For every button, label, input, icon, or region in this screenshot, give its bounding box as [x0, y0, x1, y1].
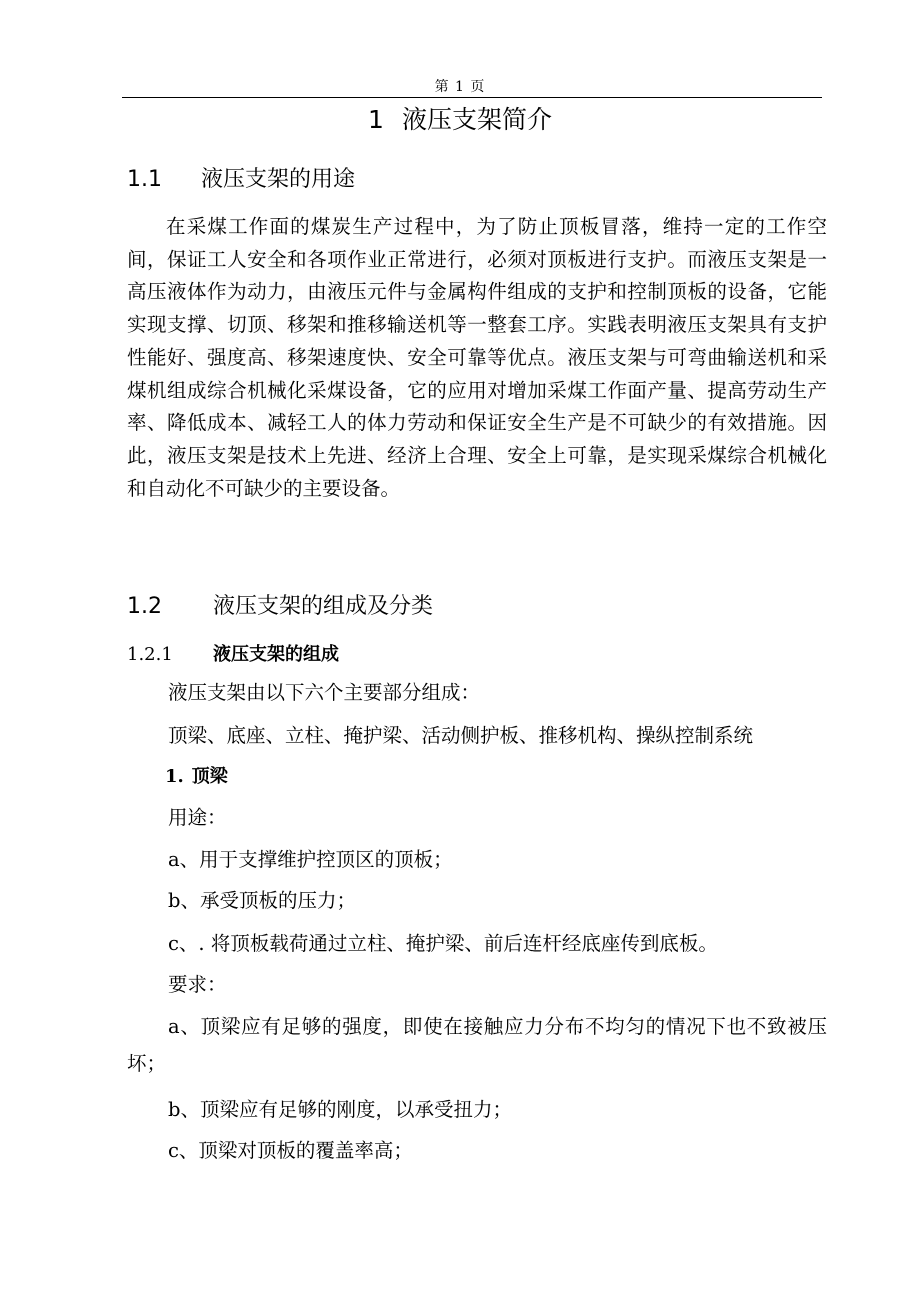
usage-item-b: b、承受顶板的压力；	[168, 889, 356, 912]
page-header: 第 1 页	[434, 79, 486, 95]
section-number: 1.1	[127, 167, 162, 192]
requirement-b: b、顶梁应有足够的刚度，以承受扭力；	[168, 1098, 512, 1121]
chapter-number: 1	[368, 105, 384, 134]
subsection-number: 1.2.1	[127, 644, 173, 665]
chapter-title-text: 液压支架简介	[401, 105, 552, 134]
subsection-title: 液压支架的组成	[213, 644, 339, 665]
item-title: 顶梁	[191, 766, 228, 787]
composition-intro: 液压支架由以下六个主要部分组成：	[168, 681, 481, 704]
chapter-title	[0, 103, 920, 137]
section-title: 液压支架的组成及分类	[213, 594, 434, 619]
requirement-label: 要求：	[168, 973, 227, 996]
section-title: 液压支架的用途	[201, 167, 356, 192]
usage-item-c: c、. 将顶板载荷通过立柱、掩护梁、前后连杆经底座传到底板。	[168, 932, 718, 955]
header-rule	[122, 97, 822, 98]
subsection-heading-1-2-1	[127, 642, 339, 668]
item-number: 1.	[165, 766, 184, 787]
item-heading-top-beam	[165, 763, 228, 791]
section-heading-1-1	[127, 165, 355, 195]
composition-parts: 顶梁、底座、立柱、掩护梁、活动侧护板、推移机构、操纵控制系统	[168, 724, 754, 747]
section-number: 1.2	[127, 594, 162, 619]
requirement-c: c、顶梁对顶板的覆盖率高；	[168, 1139, 413, 1162]
usage-item-a: a、用于支撑维护控顶区的顶板；	[168, 848, 453, 871]
purpose-paragraph: 在采煤工作面的煤炭生产过程中，为了防止顶板冒落，维持一定的工作空间，保证工人安全和各项作业正常进行，必须对顶板进行支护。而液压支架是一高压液体作为动力，由液压元件与金属构件组成的支护和控制顶板的设备，它能实现支撑、切顶、移架和推移输送机等一整套工序。实践表明液压支架具有支护性能好、强度高、移架速度快、安全可靠等优点。液压支架与可弯曲输送机和采煤机组成综合机械化采煤设备，它的应用对增加采煤工作面产量、提高劳动生产率、降低成本、减轻工人的体力劳动和保证安全生产是不可缺少的有效措施。因此，液压支架是技术上先进、经济上合理、安全上可靠，是实现采煤综合机械化和自动化不可缺少的主要设备。	[127, 215, 827, 500]
usage-label: 用途：	[168, 806, 227, 829]
requirement-a: a、顶梁应有足够的强度，即使在接触应力分布不均匀的情况下也不致被压坏；	[127, 1015, 827, 1075]
section-heading-1-2	[127, 592, 433, 622]
